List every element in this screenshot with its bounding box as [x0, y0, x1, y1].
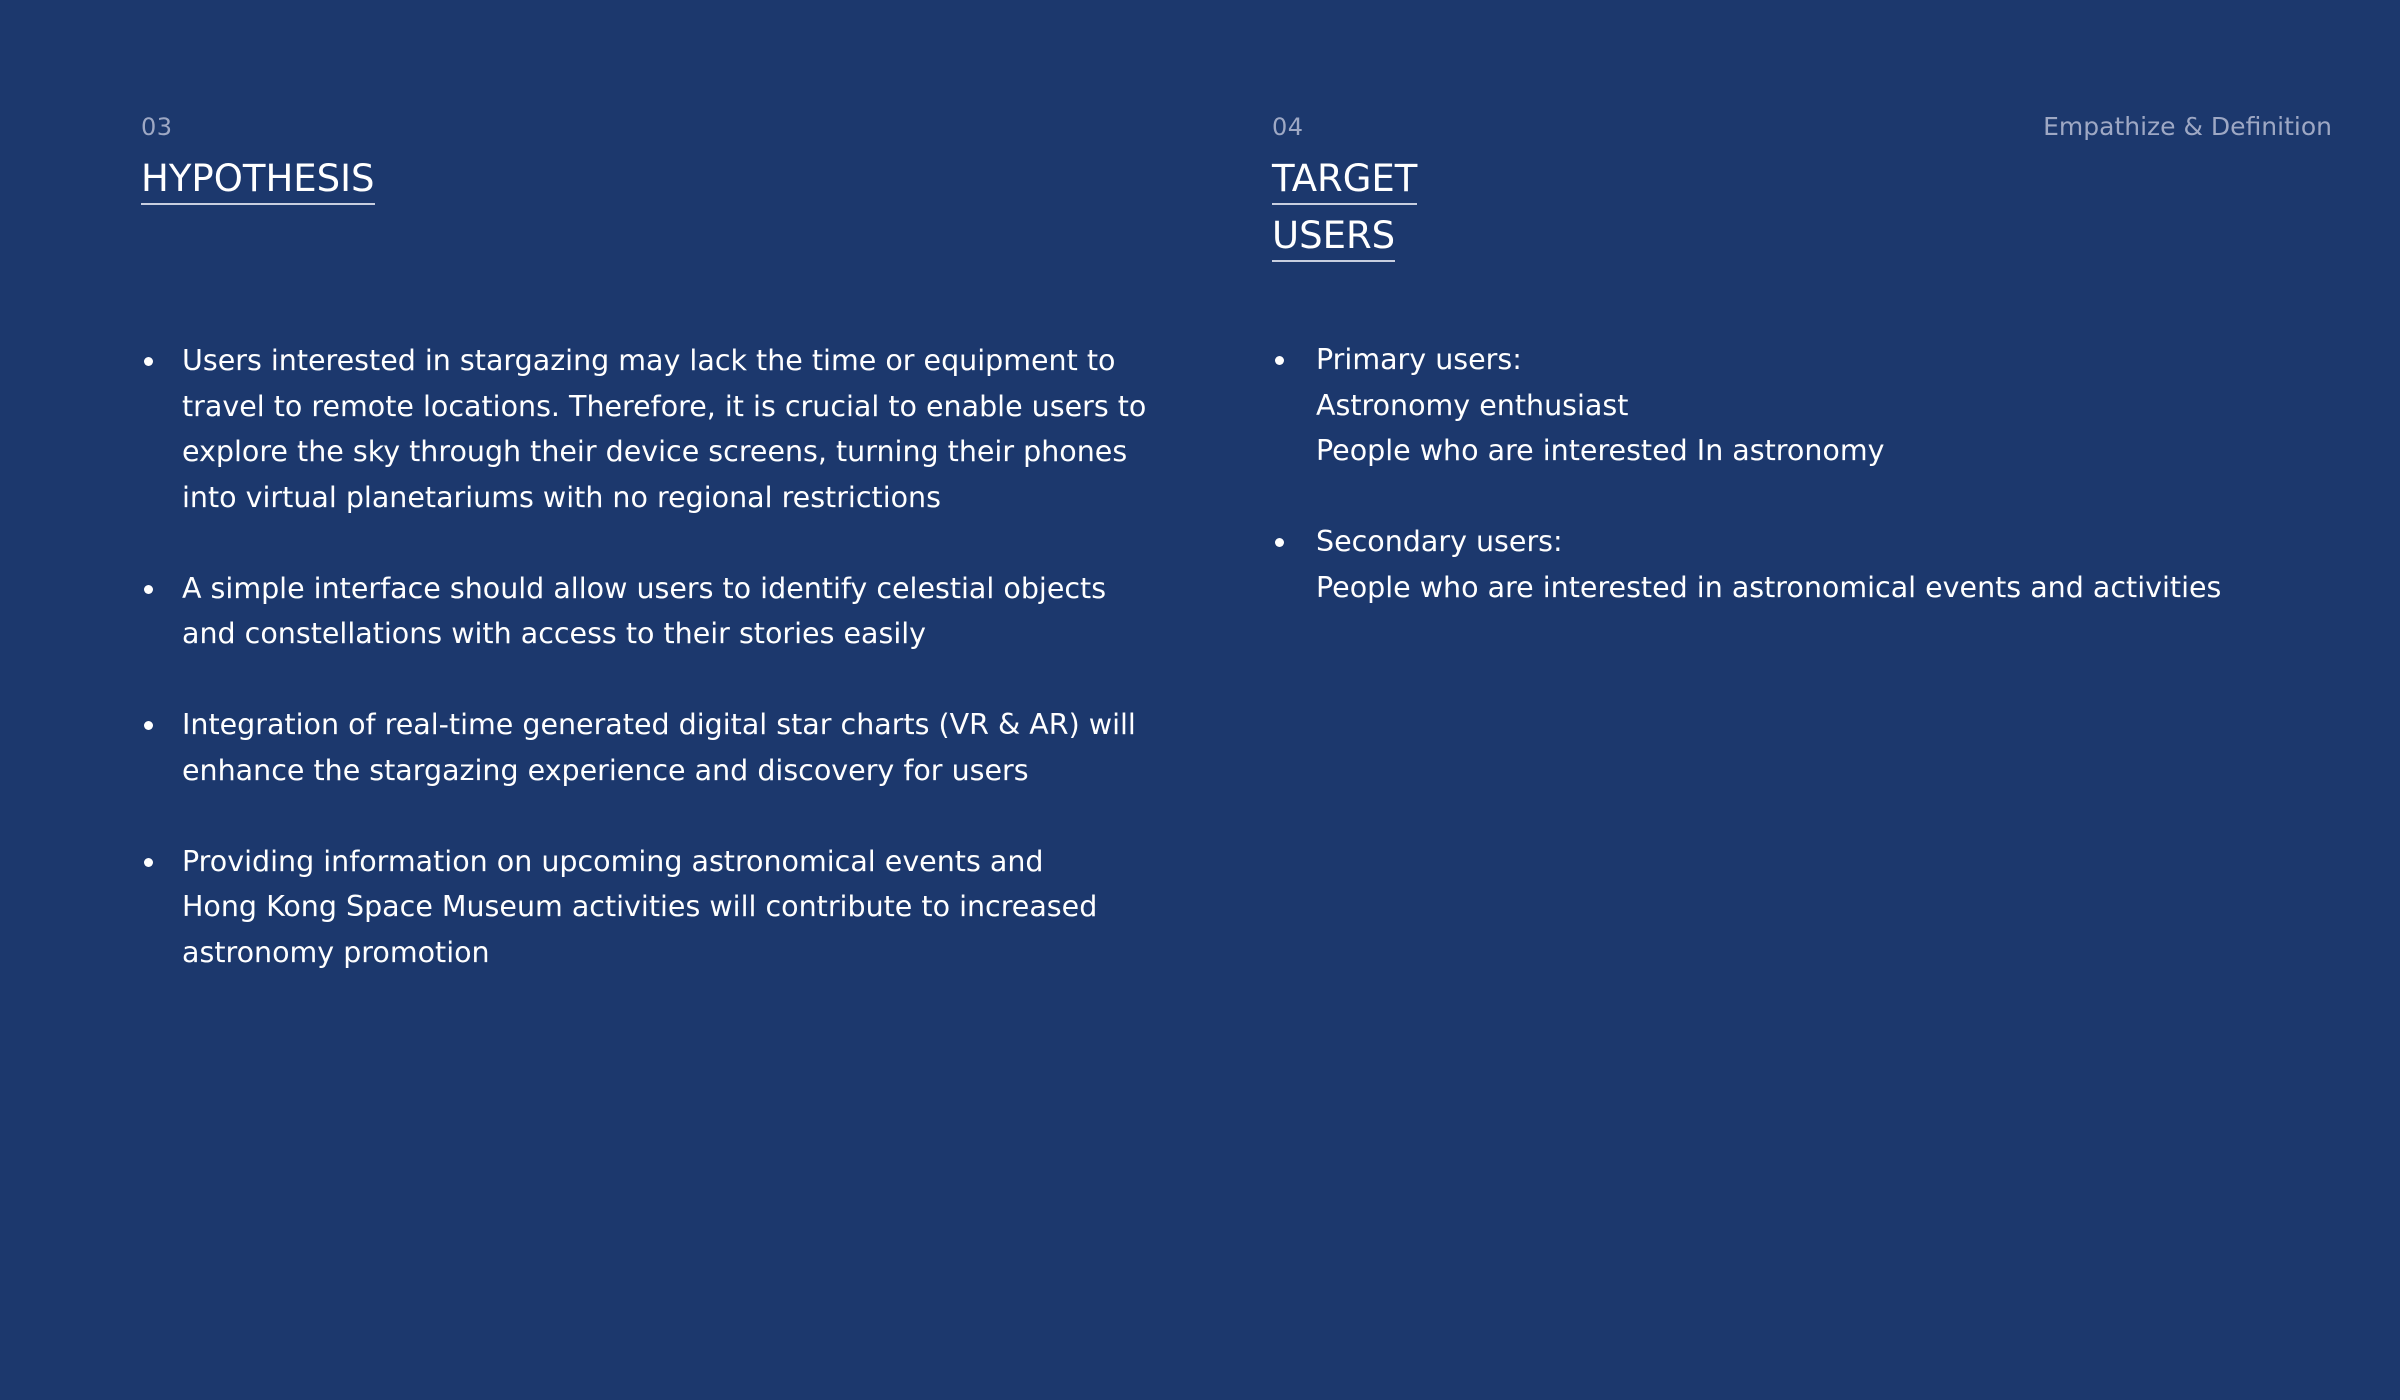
hypothesis-item-line: astronomy promotion — [182, 935, 490, 969]
hypothesis-item-line: Integration of real-time generated digital star charts (VR & AR) will — [182, 708, 1136, 741]
target-users-title-line: USERS — [1272, 213, 1395, 262]
target-users-title — [1272, 150, 1417, 264]
hypothesis-item-line: Users interested in stargazing may lack the time or equipment to — [182, 344, 1116, 377]
target-users-item-line: Astronomy enthusiast — [1316, 388, 1629, 422]
target-users-item — [1272, 337, 2332, 474]
target-users-section-number: 04 — [1272, 113, 1304, 141]
hypothesis-item-line: Hong Kong Space Museum activities will contribute to increased — [182, 890, 1098, 923]
target-users-item — [1272, 519, 2332, 610]
hypothesis-section-number: 03 — [141, 113, 173, 141]
hypothesis-item-line: A simple interface should allow users to identify celestial objects — [182, 571, 1107, 605]
hypothesis-title — [141, 150, 375, 207]
hypothesis-item-line: and constellations with access to their stories easily — [182, 617, 927, 650]
hypothesis-item-line: into virtual planetariums with no regional restrictions — [182, 480, 941, 514]
target-users-title-line: TARGET — [1272, 156, 1417, 205]
target-users-item-line: People who are interested in astronomical events and activities — [1316, 570, 2222, 604]
hypothesis-item — [141, 839, 1141, 976]
hypothesis-title-text: HYPOTHESIS — [141, 156, 375, 205]
section-header-tag: Empathize & Definition — [2043, 112, 2332, 141]
hypothesis-item-line: explore the sky through their device screens, turning their phones — [182, 435, 1128, 468]
target-users-item-line: Primary users: — [1316, 343, 1522, 376]
hypothesis-list — [141, 338, 1147, 1021]
hypothesis-item-line: Providing information on upcoming astronomical events and — [182, 844, 1044, 878]
target-users-list — [1272, 337, 2332, 656]
hypothesis-item — [141, 566, 1141, 657]
hypothesis-item-line: enhance the stargazing experience and discovery for users — [182, 753, 1029, 787]
hypothesis-item — [141, 702, 1141, 793]
target-users-item-line: Secondary users: — [1316, 525, 1563, 558]
target-users-item-line: People who are interested In astronomy — [1316, 434, 1885, 467]
hypothesis-item — [141, 338, 1147, 520]
hypothesis-item-line: travel to remote locations. Therefore, it is crucial to enable users to — [182, 389, 1147, 423]
